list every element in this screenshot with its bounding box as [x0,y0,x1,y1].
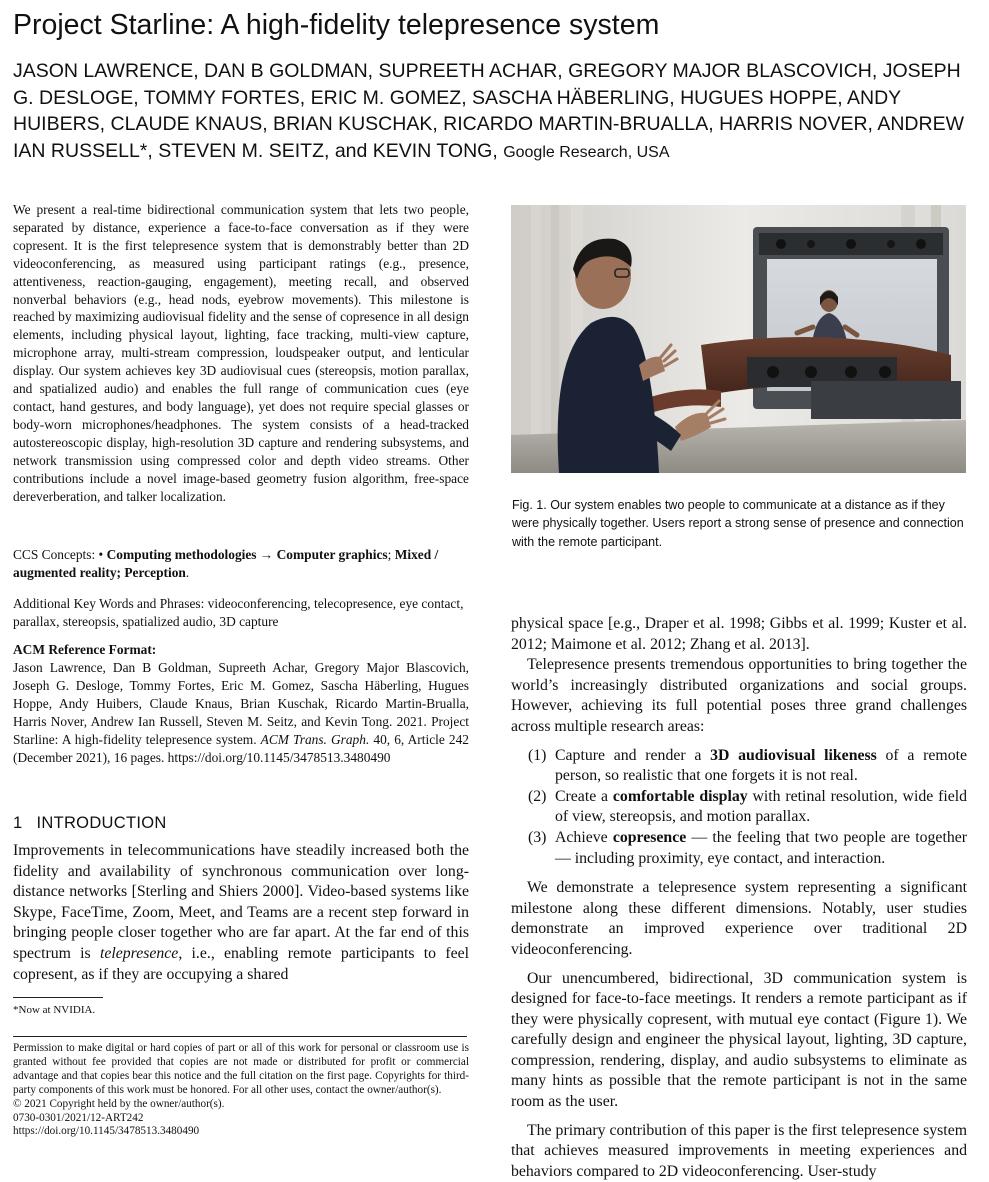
ccs-end: . [185,565,190,580]
intro-paragraph [13,841,469,985]
ccs-label: CCS Concepts: • [13,547,104,562]
affiliation: Google Research, USA [503,143,670,161]
figure-photo [511,205,966,473]
item-text: Create a [555,787,609,805]
list-marker: (3) [528,828,547,846]
intro-text: Improvements in telecommunications have steadily increased both the fidelity and availability of synchronous communication over long-distance networks [Sterling and Shiers 2000]. Video-based systems like Skype, FaceTime, Zoom, Meet, and Teams are a recent step forward in bringing people closer together who are far apart. At the far end of this spectrum is [13,842,469,962]
abstract [13,201,469,505]
doi-line: https://doi.org/10.1145/3478513.3480490 [13,1125,200,1138]
ccs-term: Mixed / augmented reality [13,547,439,580]
body-paragraph: The primary contribution of this paper is the first telepresence system that achieves measured improvements in meeting experiences and behaviors compared to 2D videoconferencing. User-study [511,1121,967,1180]
footnote-rule [13,997,103,998]
item-text: Achieve [555,828,608,846]
telepresence-booth-illustration [511,205,966,473]
list-marker: (1) [528,746,547,764]
body-paragraph: We demonstrate a telepresence system representing a significant milestone along these different dimensions. Notably, user studies demonstrate an improved experience over traditional 2D videoconferencing. [511,879,967,958]
list-item [528,787,968,828]
acm-reference-heading: ACM Reference Format: [13,642,157,657]
author-line: HUIBERS, CLAUDE KNAUS, BRIAN KUSCHAK, RICARDO MARTIN-BRUALLA, HARRIS NOVER, ANDREW [13,113,964,135]
section-number: 1 [13,814,23,832]
figure-caption: Fig. 1. Our system enables two people to communicate at a distance as if they were physically together. Users report a strong sense of presence and connection with the remote participant. [512,498,964,549]
ccs-term: Perception [124,565,186,580]
challenge-list [511,746,967,870]
author-line-last [13,138,989,167]
item-emphasis: comfortable display [612,787,748,805]
section-title: INTRODUCTION [36,814,167,832]
issn-line: 0730-0301/2021/12-ART242 [13,1111,144,1124]
footnote: *Now at NVIDIA. [13,1004,96,1016]
list-marker: (2) [528,787,547,805]
body-paragraph: physical space [e.g., Draper et al. 1998; Gibbs et al. 1999; Kuster et al. 2012; Maimone et al. 2012; Zhang et al. 2013]. [511,615,967,653]
author-line: JASON LAWRENCE, DAN B GOLDMAN, SUPREETH ACHAR, GREGORY MAJOR BLASCOVICH, JOSEPH [13,60,961,82]
acm-reference [13,641,469,767]
item-emphasis: copresence [612,828,687,846]
author-line: IAN RUSSELL*, STEVEN M. SEITZ, and KEVIN TONG, [13,139,498,162]
acm-reference-text: 40, 6, Article 242 (December 2021), 16 pages. https://doi.org/10.1145/3478513.3480490 [13,732,469,765]
author-line: G. DESLOGE, TOMMY FORTES, ERIC M. GOMEZ, SASCHA HÄBERLING, HUGUES HOPPE, ANDY [13,86,902,109]
list-item [528,746,968,787]
ccs-separator: ; [387,547,392,562]
item-emphasis: 3D audiovisual likeness [710,746,877,764]
intro-text: , i.e., enabling remote participants to feel copresent, as if they are occupying a shared [13,944,469,983]
body-paragraph: Telepresence presents tremendous opportunities to bring together the world’s increasingly distributed organizations and social groups. However, achieving its full potential poses three grand challenges across multiple research areas: [511,656,967,735]
author-list [13,58,989,166]
permission-text: Permission to make digital or hard copies of part or all of this work for personal or classroom use is granted without fee provided that copies are not made or distributed for profit or commercial advantage and that copies bear this notice and the full citation on the first page. Copyrights for third-party components of this work must be honored. For all other uses, contact the owner/author(s). [13,1042,469,1096]
ccs-term: Computer graphics [276,547,388,562]
permission-rule [13,1036,467,1037]
body-paragraph: Our unencumbered, bidirectional, 3D communication system is designed for face-to-face meetings. It renders a remote participant as if they were physically copresent, with mutual eye contact (Figure 1). We carefully design and engineer the physical layout, lighting, 3D capture, compression, rendering, display, and audio subsystems to eliminate as many hints as possible that the remote participant is not in the same room as the user. [511,969,967,1111]
item-text: — the feeling that two people are together — including proximity, eye contact, and interaction. [555,828,968,867]
ccs-term: Computing methodologies [106,547,257,562]
ccs-concepts [13,546,469,582]
acm-journal: ACM Trans. Graph. [260,732,370,747]
list-item [528,828,968,869]
paper-title: Project Starline: A high-fidelity telepresence system [13,9,660,41]
item-text: with retinal resolution, wide field of view, stereopsis, and motion parallax. [555,787,968,826]
section-heading [13,812,167,834]
permission-block [13,1042,469,1139]
item-text: of a remote person, so realistic that one forgets it is not real. [555,746,968,785]
introduction [13,841,469,985]
copyright-line: © 2021 Copyright held by the owner/author(s). [13,1097,225,1110]
keywords: Additional Key Words and Phrases: videoconferencing, telecopresence, eye contact, parallax, stereopsis, spatialized audio, 3D capture [13,596,464,629]
ccs-arrow: → [259,547,274,562]
item-text: Capture and render a [555,746,702,764]
acm-reference-text: Jason Lawrence, Dan B Goldman, Supreeth Achar, Gregory Major Blascovich, Joseph G. Desloge, Tommy Fortes, Eric M. Gomez, Sascha Häberling, Hugues Hoppe, Andy Huibers, Claude Knaus, Brian Kuschak, Ricardo Martin-Brualla, Harris Nover, Andrew Ian Russell, Steven M. Seitz, and Kevin Tong. 2021. Project Starline: A high-fidelity telepresence system. [13,660,469,747]
ccs-separator: ; [116,565,121,580]
abstract-text: We present a real-time bidirectional communication system that lets two people, separated by distance, experience a face-to-face conversation as if they were copresent. It is the first telepresence system that is demonstrably better than 2D videoconferencing, as measured using participant ratings (e.g., presence, attentiveness, reaction-gauging, engagement), meeting recall, and observed nonverbal behaviors (e.g., head nods, eyebrow movements). This milestone is reached by maximizing audiovisual fidelity and the sense of copresence in all design elements, including physical layout, lighting, face tracking, multi-view capture, microphone array, multi-stream compression, loudspeaker output, and lenticular display. Our system achieves key 3D audiovisual cues (stereopsis, motion parallax, and spatialized audio) and enables the full range of communication cues (eye contact, hand gestures, and body language), yet does not require special glasses or body-worn microphones/headphones. The system consists of a head-tracked autostereoscopic display, high-resolution 3D capture and rendering subsystems, and network transmission using compressed color and depth video streams. Other contributions include a novel image-based geometry fusion algorithm, free-space dereverberation, and talker localization. [13,202,469,504]
right-column [511,614,967,1182]
acm-reference-body [13,659,469,767]
intro-emphasis: telepresence [99,944,179,962]
